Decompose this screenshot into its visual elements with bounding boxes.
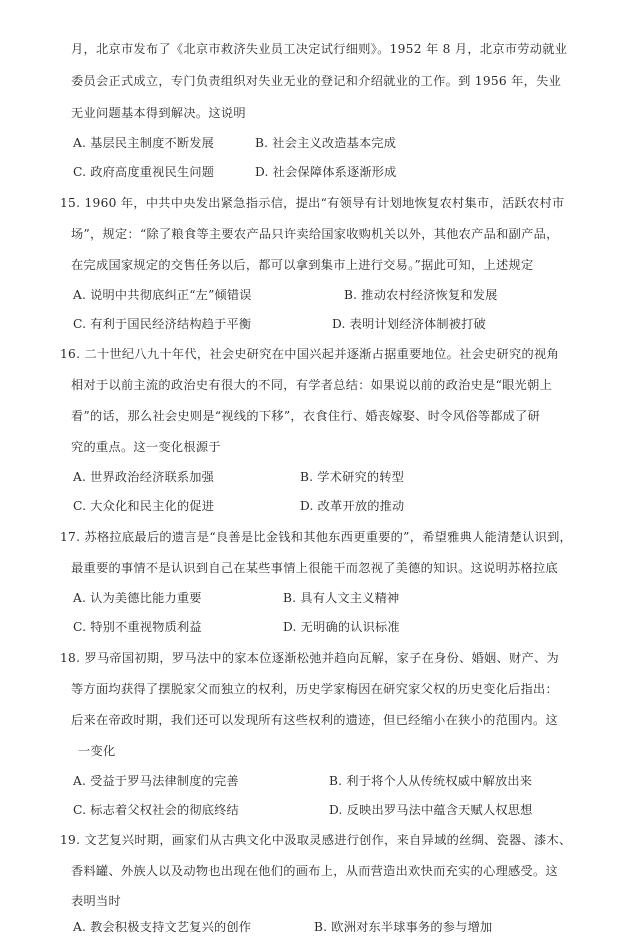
q19-line-2: 香料罐、外族人以及动物也出现在他们的画布上，从而营造出欢快而充实的心理感受。这 (71, 864, 559, 878)
q16-option-d: D. 改革开放的推动 (300, 499, 405, 513)
q15-option-c: C. 有利于国民经济结构趋于平衡 (73, 317, 252, 331)
q14-option-b: B. 社会主义改造基本完成 (255, 136, 397, 150)
q17-option-b: B. 具有人文主义精神 (283, 591, 400, 605)
q16-line-1: 16. 二十世纪八九十年代，社会史研究在中国兴起并逐渐占据重要地位。社会史研究的视角 (60, 347, 559, 361)
q15-option-d: D. 表明计划经济体制被打破 (332, 317, 486, 331)
q14-line-1: 月，北京市发布了《北京市救济失业员工决定试行细则》。1952 年 8 月，北京市劳动就业 (71, 42, 568, 56)
q17-option-d: D. 无明确的认识标准 (283, 620, 400, 634)
q18-option-b: B. 利于将个人从传统权威中解放出来 (329, 774, 533, 788)
q18-line-4: 一变化 (78, 744, 116, 758)
q18-option-d: D. 反映出罗马法中蕴含天赋人权思想 (329, 803, 533, 817)
q15-option-b: B. 推动农村经济恢复和发展 (344, 288, 498, 302)
q18-option-a: A. 受益于罗马法律制度的完善 (73, 774, 239, 788)
q19-option-b: B. 欧洲对东半球事务的参与增加 (314, 920, 493, 934)
q14-option-a: A. 基层民主制度不断发展 (73, 136, 215, 150)
q14-line-2: 委员会正式成立，专门负责组织对失业无业的登记和介绍就业的工作。到 1956 年，失业 (71, 74, 562, 88)
q19-line-3: 表明当时 (71, 894, 121, 908)
q18-option-c: C. 标志着父权社会的彻底终结 (73, 803, 239, 817)
q17-line-2: 最重要的事情不是认识到自己在某些事情上很能干而忽视了美德的知识。这说明苏格拉底 (71, 561, 559, 575)
q15-line-2: 场”，规定：“除了粮食等主要农产品只许卖给国家收购机关以外，其他农产品和副产品， (71, 227, 559, 241)
q14-line-3: 无业问题基本得到解决。这说明 (71, 106, 246, 120)
q15-option-a: A. 说明中共彻底纠正“左”倾错误 (73, 288, 252, 302)
q17-option-a: A. 认为美德比能力重要 (73, 591, 202, 605)
q16-line-2: 相对于以前主流的政治史有很大的不同，有学者总结：如果说以前的政治史是“眼光朝上 (71, 378, 553, 392)
q16-option-b: B. 学术研究的转型 (300, 470, 405, 484)
q18-line-3: 后来在帝政时期，我们还可以发现所有这些权利的遗迹，但已经缩小在狭小的范围内。这 (71, 713, 559, 727)
q16-option-a: A. 世界政治经济联系加强 (73, 470, 215, 484)
q15-line-3: 在完成国家规定的交售任务以后，都可以拿到集市上进行交易。”据此可知，上述规定 (71, 258, 534, 272)
q17-option-c: C. 特别不重视物质利益 (73, 620, 202, 634)
q16-line-3: 看”的话，那么社会史则是“视线的下移”，衣食住行、婚丧嫁娶、时令风俗等都成了研 (71, 409, 541, 423)
q14-option-c: C. 政府高度重视民生问题 (73, 165, 215, 179)
q18-line-1: 18. 罗马帝国初期，罗马法中的家本位逐渐松弛并趋向瓦解，家子在身份、婚姻、财产、为 (60, 651, 559, 665)
q19-option-a: A. 教会积极支持文艺复兴的创作 (73, 920, 252, 934)
q15-line-1: 15. 1960 年，中共中央发出紧急指示信，提出“有领导有计划地恢复农村集市，活跃农村市 (60, 196, 565, 210)
q14-option-d: D. 社会保障体系逐渐形成 (255, 165, 397, 179)
q16-option-c: C. 大众化和民主化的促进 (73, 499, 215, 513)
q19-line-1: 19. 文艺复兴时期，画家们从古典文化中汲取灵感进行创作，来自异域的丝绸、瓷器、漆木、 (60, 833, 572, 847)
q17-line-1: 17. 苏格拉底最后的遗言是“良善是比金钱和其他东西更重要的”，希望雅典人能清楚认识到， (60, 530, 573, 544)
q16-line-4: 究的重点。这一变化根源于 (71, 440, 221, 454)
q18-line-2: 等方面均获得了摆脱家父而独立的权利，历史学家梅因在研究家父权的历史变化后指出： (71, 682, 559, 696)
